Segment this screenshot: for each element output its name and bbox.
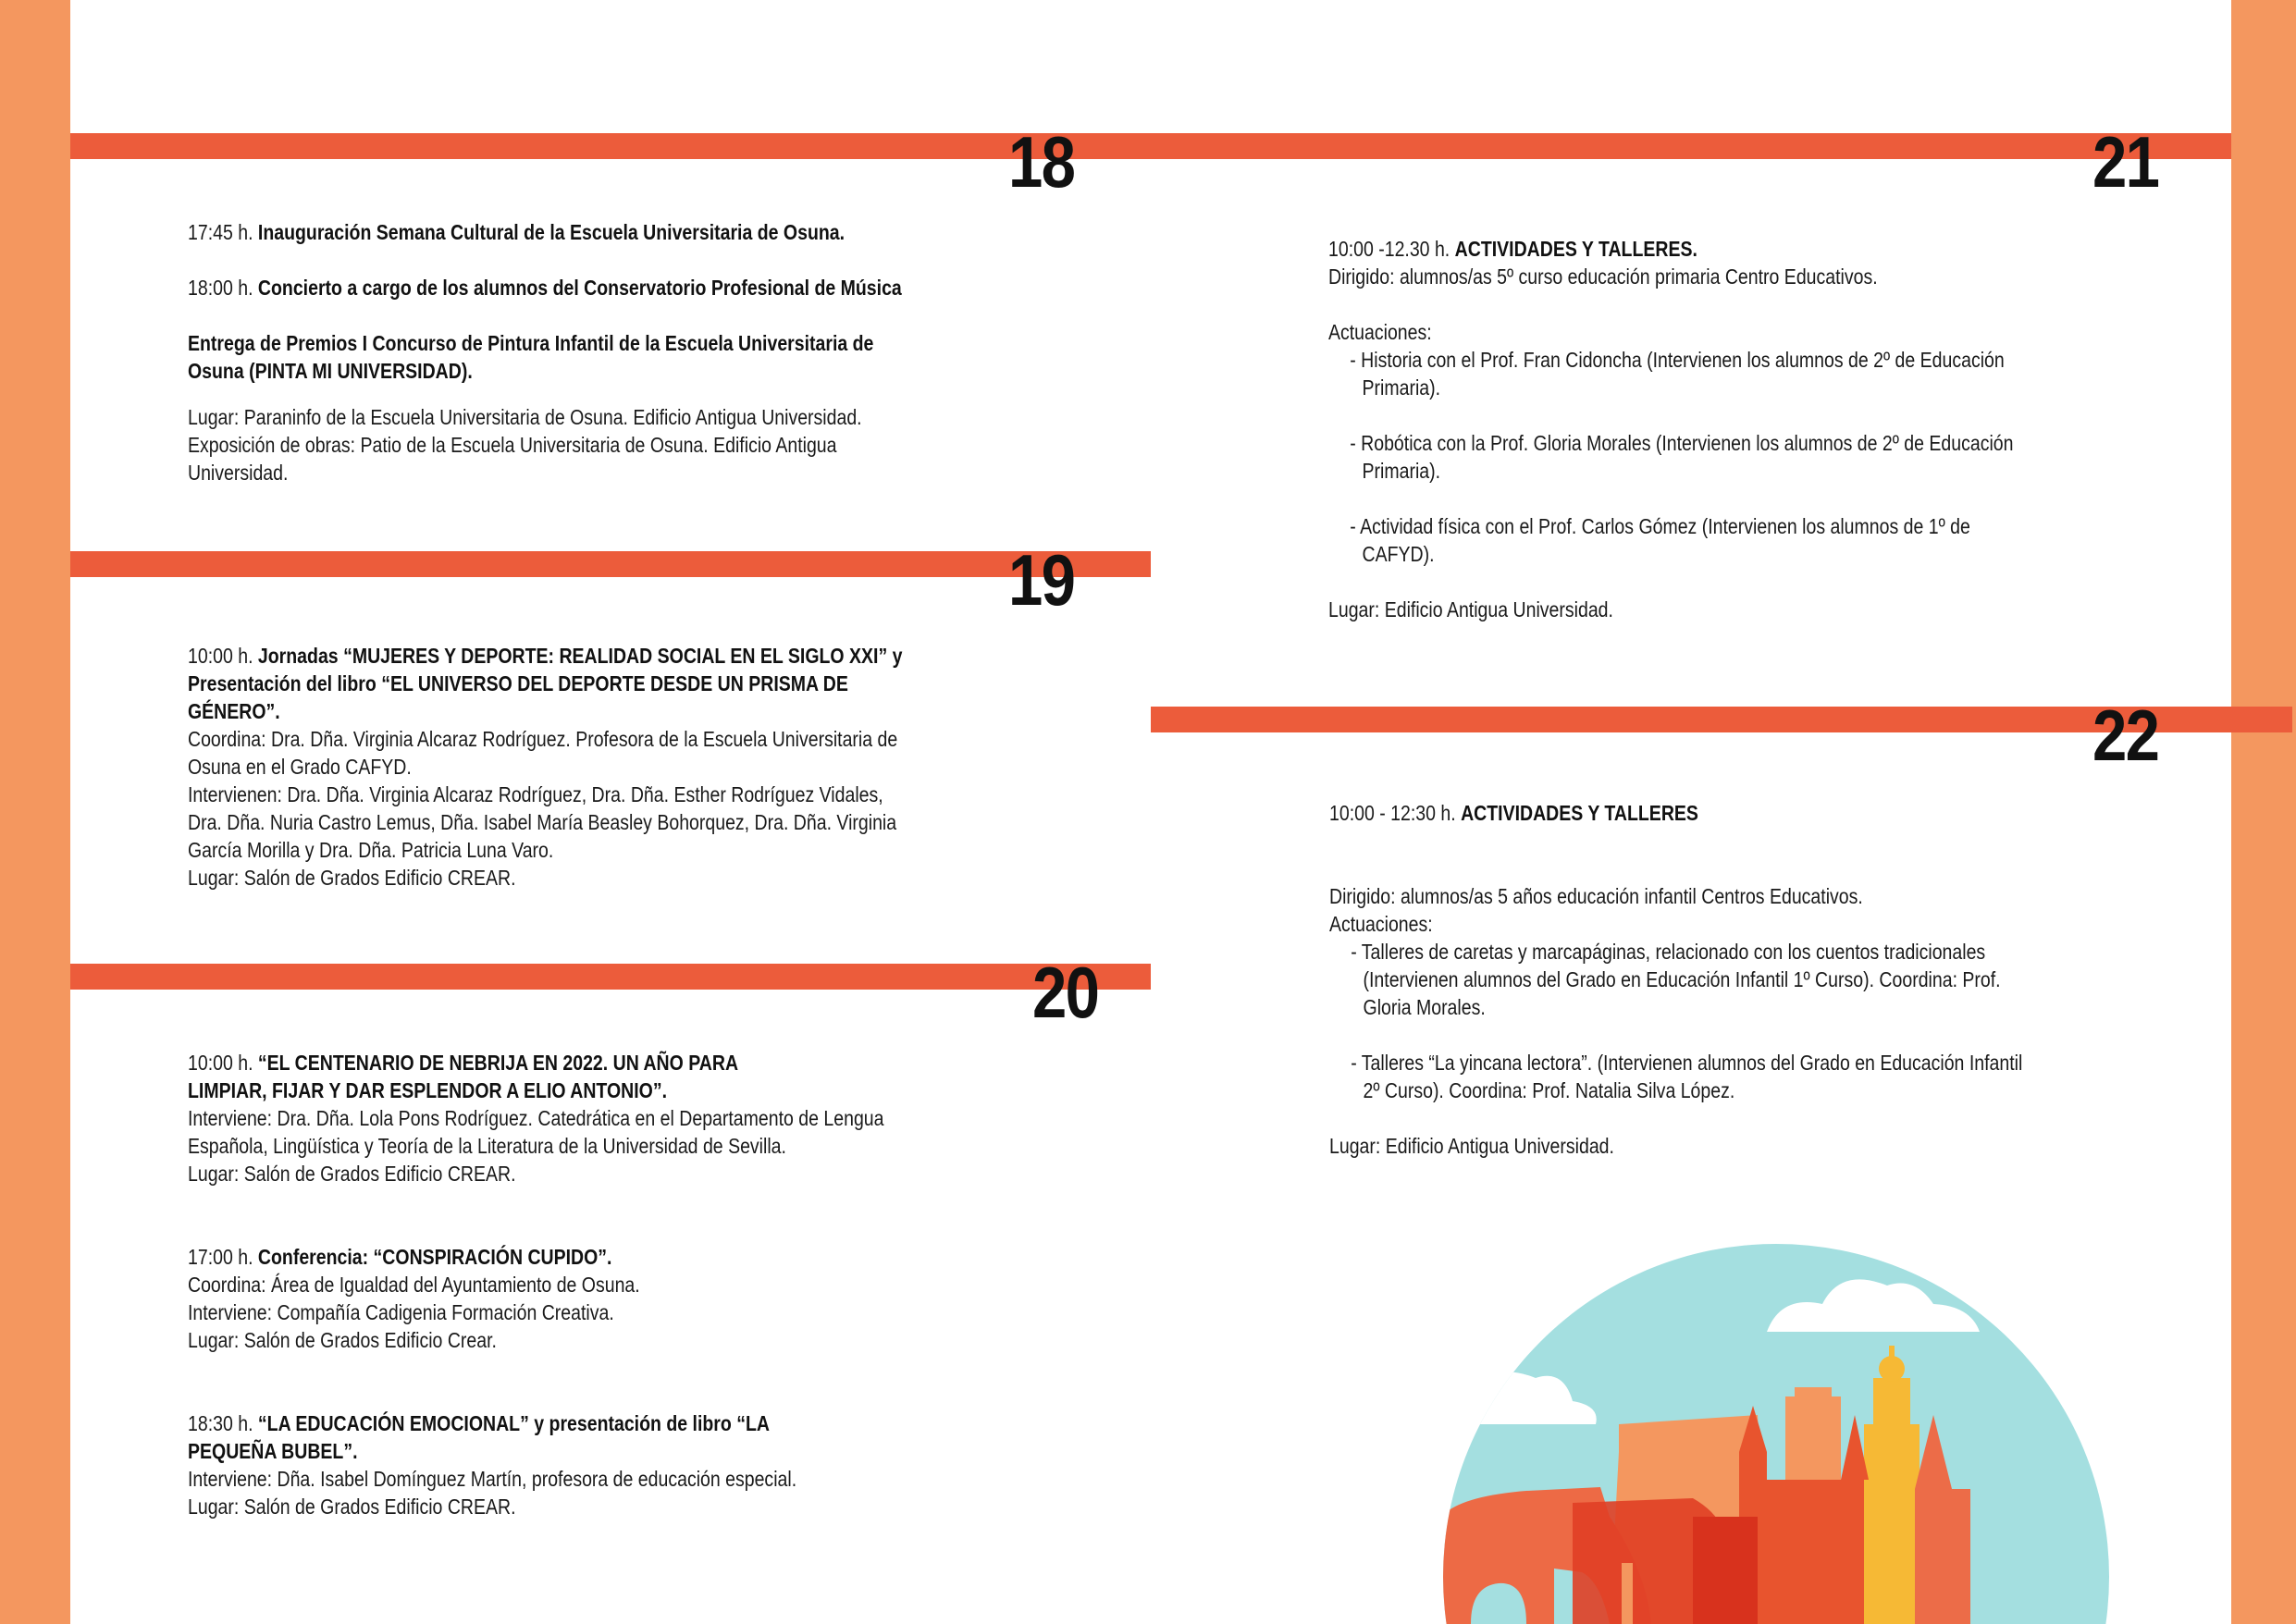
event-time: 17:00 h. xyxy=(188,1245,253,1269)
day-20-event-1 xyxy=(188,1049,883,1187)
info-line: Dra. Dña. Nuria Castro Lemus, Dña. Isabel María Beasley Bohorquez, Dra. Dña. Virginia xyxy=(188,810,897,834)
info-line: García Morilla y Dra. Dña. Patricia Luna Varo. xyxy=(188,838,554,862)
info-line: Dirigido: alumnos/as 5 años educación infantil Centros Educativos. xyxy=(1329,884,1863,908)
event-title: “EL CENTENARIO DE NEBRIJA EN 2022. UN AÑO PARA xyxy=(257,1051,739,1075)
info-line: Universidad. xyxy=(188,461,289,485)
day-21-event xyxy=(1328,235,2014,623)
list-item: Primaria). xyxy=(1362,459,1441,483)
bell-tower-finial xyxy=(1889,1346,1895,1359)
info-line: Lugar: Paraninfo de la Escuela Universitaria de Osuna. Edificio Antigua Universidad. xyxy=(188,405,862,429)
day-18-event-3 xyxy=(188,329,873,385)
event-time: 10:00 h. xyxy=(188,644,253,668)
info-line: Coordina: Área de Igualdad del Ayuntamiento de Osuna. xyxy=(188,1273,640,1297)
osuna-skyline-illustration xyxy=(1415,1239,2118,1624)
info-line: Interviene: Compañía Cadigenia Formación Creativa. xyxy=(188,1300,614,1324)
event-time: 10:00 -12.30 h. xyxy=(1328,237,1450,261)
event-title: LIMPIAR, FIJAR Y DAR ESPLENDOR A ELIO ANTONIO”. xyxy=(188,1078,668,1102)
info-line: Coordina: Dra. Dña. Virginia Alcaraz Rodríguez. Profesora de la Escuela Universitaria de xyxy=(188,727,898,751)
right-side-band xyxy=(2231,0,2296,1624)
tower-shape xyxy=(1785,1396,1841,1480)
info-line: Actuaciones: xyxy=(1328,320,1432,344)
day-19-event xyxy=(188,642,902,892)
day-18-event-1 xyxy=(188,218,845,246)
info-line: Española, Lingüística y Teoría de la Literatura de la Universidad de Sevilla. xyxy=(188,1134,786,1158)
day-21-header-bar xyxy=(1151,133,2231,159)
info-line: Lugar: Salón de Grados Edificio CREAR. xyxy=(188,1162,516,1186)
info-line: Dirigido: alumnos/as 5º curso educación primaria Centro Educativos. xyxy=(1328,265,1878,289)
info-line: Actuaciones: xyxy=(1329,912,1433,936)
event-title: Osuna (PINTA MI UNIVERSIDAD). xyxy=(188,359,473,383)
info-line: Lugar: Salón de Grados Edificio CREAR. xyxy=(188,1495,516,1519)
building-shape xyxy=(1693,1517,1758,1624)
list-item: CAFYD). xyxy=(1362,542,1435,566)
event-time: 17:45 h. xyxy=(188,220,253,244)
day-20-number: 20 xyxy=(1032,952,1099,1033)
list-item: Gloria Morales. xyxy=(1363,995,1486,1019)
day-20-event-3 xyxy=(188,1409,796,1520)
window-shape xyxy=(1622,1563,1633,1624)
info-line: Interviene: Dra. Dña. Lola Pons Rodríguez. Catedrática en el Departamento de Lengua xyxy=(188,1106,884,1130)
event-title: Entrega de Premios I Concurso de Pintura Infantil de la Escuela Universitaria de xyxy=(188,331,874,355)
tower-shape xyxy=(1795,1387,1832,1400)
day-18-header-bar xyxy=(70,133,1151,159)
day-18-info xyxy=(188,403,862,486)
event-time: 10:00 - 12:30 h. xyxy=(1329,801,1456,825)
list-item: Primaria). xyxy=(1362,375,1441,400)
info-line: Lugar: Edificio Antigua Universidad. xyxy=(1328,597,1613,621)
day-21-number: 21 xyxy=(2092,121,2159,203)
event-title: ACTIVIDADES Y TALLERES. xyxy=(1454,237,1697,261)
day-18-number: 18 xyxy=(1008,121,1075,203)
day-22-number: 22 xyxy=(2092,695,2159,776)
info-line: Exposición de obras: Patio de la Escuela Universitaria de Osuna. Edificio Antigua xyxy=(188,433,837,457)
event-title: Conferencia: “CONSPIRACIÓN CUPIDO”. xyxy=(257,1245,612,1269)
list-item: 2º Curso). Coordina: Prof. Natalia Silva López. xyxy=(1363,1078,1735,1102)
event-title: “LA EDUCACIÓN EMOCIONAL” y presentación de libro “LA xyxy=(257,1411,770,1435)
event-title: Inauguración Semana Cultural de la Escuela Universitaria de Osuna. xyxy=(257,220,846,244)
info-line: Intervienen: Dra. Dña. Virginia Alcaraz Rodríguez, Dra. Dña. Esther Rodríguez Vidales, xyxy=(188,782,883,806)
list-item: - Talleres de caretas y marcapáginas, relacionado con los cuentos tradicionales xyxy=(1351,940,1986,964)
info-line: Osuna en el Grado CAFYD. xyxy=(188,755,412,779)
day-18-event-2 xyxy=(188,274,902,301)
day-22-event xyxy=(1329,799,2022,1160)
day-20-header-bar xyxy=(70,964,1151,990)
event-title: Concierto a cargo de los alumnos del Conservatorio Profesional de Música xyxy=(257,276,902,300)
event-time: 10:00 h. xyxy=(188,1051,253,1075)
event-time: 18:00 h. xyxy=(188,276,253,300)
list-item: - Historia con el Prof. Fran Cidoncha (Intervienen los alumnos de 2º de Educación xyxy=(1350,348,2005,372)
event-title: PEQUEÑA BUBEL”. xyxy=(188,1439,358,1463)
info-line: Lugar: Salón de Grados Edificio Crear. xyxy=(188,1328,497,1352)
info-line: Lugar: Edificio Antigua Universidad. xyxy=(1329,1134,1614,1158)
day-19-number: 19 xyxy=(1008,539,1075,621)
list-item: - Robótica con la Prof. Gloria Morales (Intervienen los alumnos de 2º de Educación xyxy=(1350,431,2014,455)
list-item: - Talleres “La yincana lectora”. (Intervienen alumnos del Grado en Educación Infantil xyxy=(1351,1051,2023,1075)
event-title: Presentación del libro “EL UNIVERSO DEL DEPORTE DESDE UN PRISMA DE xyxy=(188,671,848,695)
day-19-header-bar xyxy=(70,551,1151,577)
event-title: Jornadas “MUJERES Y DEPORTE: REALIDAD SOCIAL EN EL SIGLO XXI” y xyxy=(257,644,903,668)
info-line: Interviene: Dña. Isabel Domínguez Martín, profesora de educación especial. xyxy=(188,1467,797,1491)
info-line: Lugar: Salón de Grados Edificio CREAR. xyxy=(188,866,516,890)
event-title: ACTIVIDADES Y TALLERES xyxy=(1461,801,1698,825)
bell-tower-dome xyxy=(1879,1356,1905,1382)
bell-tower-shape xyxy=(1864,1424,1920,1624)
event-time: 18:30 h. xyxy=(188,1411,253,1435)
bell-tower-shape xyxy=(1873,1378,1910,1433)
list-item: - Actividad física con el Prof. Carlos Gómez (Intervienen los alumnos de 1º de xyxy=(1350,514,1970,538)
event-title: GÉNERO”. xyxy=(188,699,280,723)
left-side-band xyxy=(0,0,70,1624)
day-20-event-2 xyxy=(188,1243,640,1354)
list-item: (Intervienen alumnos del Grado en Educación Infantil 1º Curso). Coordina: Prof. xyxy=(1363,967,2001,991)
